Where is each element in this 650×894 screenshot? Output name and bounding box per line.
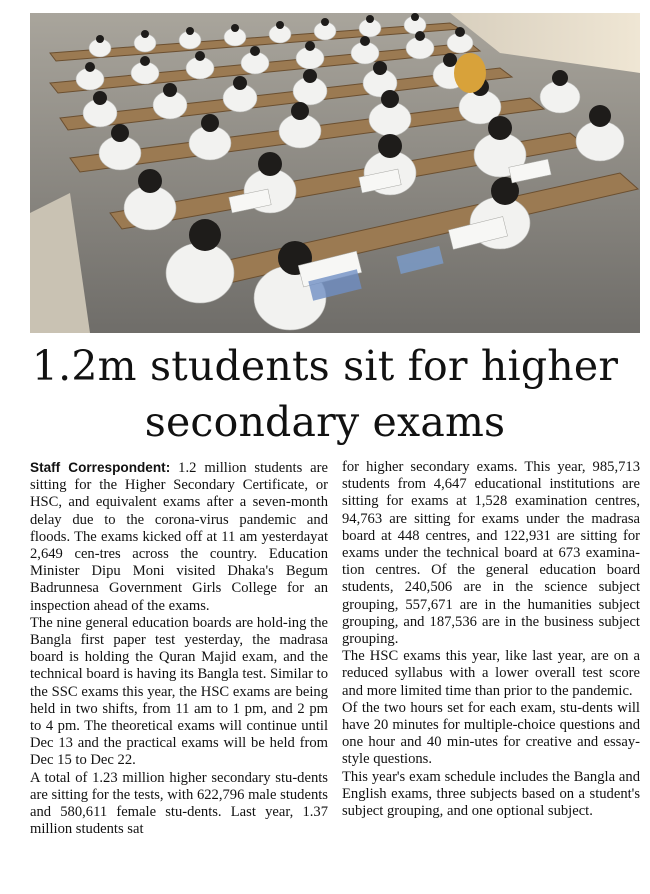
article-photo (30, 13, 640, 333)
paragraph-text: 1.2 million students are sitting for the Higher Secondary Certificate, or HSC, and equivalent exams after a seven-month delay due to the corona-virus pandemic and floods. The exams kicked off at 11 am yesterdayat 2,649 cen-tres across the country. Education Minister Dipu Moni visited Dhaka's Begum Badrunnesa Government Girls College for an inspection ahead of the exams. (30, 460, 328, 614)
article-body (30, 459, 640, 891)
paragraph: The nine general education boards are hold-ing the Bangla first paper test yesterday, the madrasa board is holding the Quran Majid exam, and the technical board is having its Bangla test. Similar to the SSC exams this year, the HSC exams are being held in two shifts, from 11 am to 1 pm, and 2 pm to 4 pm. The theoretical exams will continue until Dec 13 and the practical exams will be held from Dec 15 to Dec 22. (30, 614, 328, 769)
paragraph: A total of 1.23 million higher secondary stu-dents are sitting for the tests, with 622,796 male students and 580,611 female stu-dents. Last year, 1.37 million students sat (30, 769, 328, 838)
paragraph: This year's exam schedule includes the Bangla and English exams, three subjects based on a student's subject grouping, and one optional subject. (342, 768, 640, 820)
paragraph: Of the two hours set for each exam, stu-dents will have 20 minutes for multiple-choice questions and one hour and 40 min-utes for creative and essay-style questions. (342, 699, 640, 768)
left-column (30, 459, 328, 891)
exam-hall-photo (30, 13, 640, 333)
paragraph: for higher secondary exams. This year, 985,713 students from 4,647 educational institutions are sitting for exams at 1,528 examination centres, 94,763 are sitting for exams under the madrasa board at 448 centres, and 122,931 are sitting for exams under the technical board at 673 examina-tion centres. Of the general education board students, 240,506 are in the science subject grouping, 557,671 are in the humanities subject grouping, and 187,536 are in the business subject grouping. (342, 459, 640, 648)
paragraph: The HSC exams this year, like last year, are on a reduced syllabus with a lower overall test score and more limited time than prior to the pandemic. (342, 648, 640, 699)
headline (10, 338, 640, 450)
paragraph (30, 459, 328, 615)
byline: Staff Correspondent: (30, 460, 171, 475)
headline-line-2: secondary exams (144, 398, 506, 446)
headline-line-1: 1.2m students sit for higher (31, 342, 619, 390)
right-column (342, 459, 640, 891)
